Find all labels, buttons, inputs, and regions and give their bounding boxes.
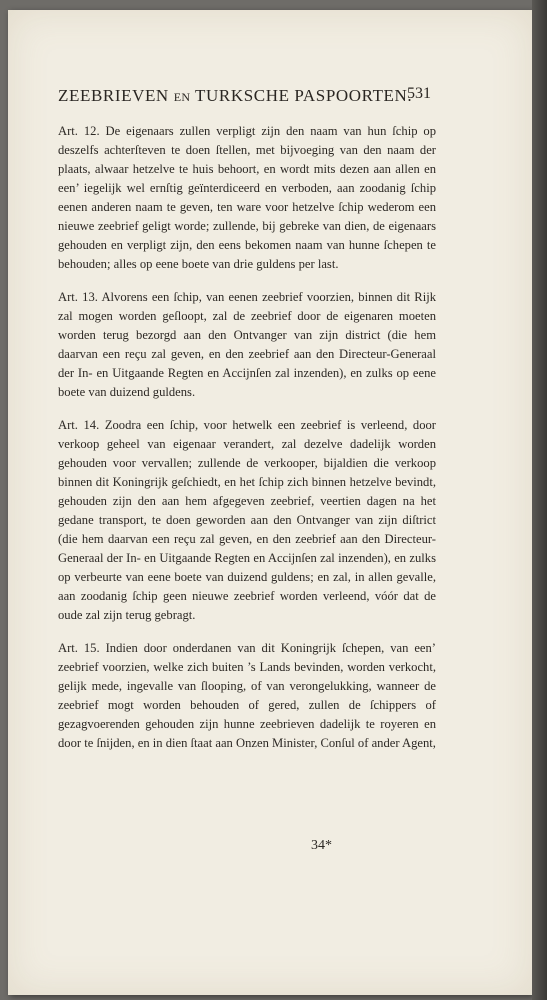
article-text: Alvorens een ſchip, van eenen zeebrief voorzien, binnen dit Rijk zal mogen worden geſloopt, zal de zeebrief door de eigenaren moeten worden terug bezorgd aan den Ontvanger van zijn district (die hem daarvan een reçu zal geven, en den zeebrief aan den Directeur-Generaal der In- en Uitgaande Regten en Accijnſen zal inzenden), en zulks op eene boete van duizend guldens. (58, 290, 436, 399)
page-body (58, 122, 436, 767)
header-conjunction: EN (173, 90, 191, 104)
header-title-part1: ZEEBRIEVEN (58, 86, 169, 105)
article-text: Zoodra een ſchip, voor hetwelk een zeebrief is verleend, door verkoop geheel van eigenaar verandert, zal dezelve dadelijk worden gehouden voor vervallen; zullende de verkooper, bijaldien die verkoop binnen dit Koningrijk geſchiedt, en het ſchip zich binnen hetzelve bevindt, gehouden zijn den aan hem afgegeven zeebrief, veertien dagen na het gedane transport, te doen geworden aan den Ontvanger van zijn diſtrict (die hem daarvan een reçu zal geven, en den zeebrief aan den Directeur-Generaal der In- en Uitgaande Regten en Accijnſen zal inzenden), en zulks op verbeurte van eene boete van duizend guldens; en zal, in allen gevalle, aan zoodanig ſchip geen nieuwe zeebrief worden verleend, vóór dat de oude zal zijn terug gebragt. (58, 418, 436, 622)
article-label: Art. 12. (58, 124, 100, 138)
signature-mark: 34* (311, 838, 332, 853)
article-text: Indien door onderdanen van dit Koningrijk ſchepen, van een’ zeebrief voorzien, welke zich buiten ’s Lands bevinden, worden verkocht, gelijk mede, ingevalle van ſlooping, of van verongelukking, wanneer de zeebrief mogt worden behouden of gered, zullen de ſchippers of gezagvoerenden gehouden zijn hunne zeebrieven dadelijk te royeren en door te ſnijden, en in dien ſtaat aan Onzen Minister, Conſul of ander Agent, (58, 641, 437, 750)
running-header (58, 86, 448, 106)
article-12 (58, 122, 436, 274)
article-label: Art. 15. (58, 641, 100, 655)
article-text: De eigenaars zullen verpligt zijn den naam van hun ſchip op deszelfs achterſteven te doen ſtellen, met bijvoeging van den naam der plaats, alwaar hetzelve te huis behoort, en wordt mits dezen aan allen en een’ iegelijk wel ernſtig geïnterdiceerd en verboden, aan zoodanig ſchip eenen anderen naam te geven, ten ware voor hetzelve ſchip wederom een nieuwe zeebrief geligt worde; zullende, bij gebreke van dien, de eigenaars gehouden en verpligt zijn, den eens bekomen naam van hunne ſchepen te behouden; alles op eene boete van drie guldens per last. (58, 124, 436, 271)
article-label: Art. 14. (58, 418, 100, 432)
header-title-part2: TURKSCHE PASPOORTEN. (195, 86, 413, 105)
article-label: Art. 13. (58, 290, 98, 304)
article-14 (58, 416, 436, 625)
page-number: 531 (407, 85, 431, 102)
page-edge-shadow (532, 0, 547, 1000)
article-13 (58, 288, 436, 402)
article-15 (58, 639, 436, 753)
